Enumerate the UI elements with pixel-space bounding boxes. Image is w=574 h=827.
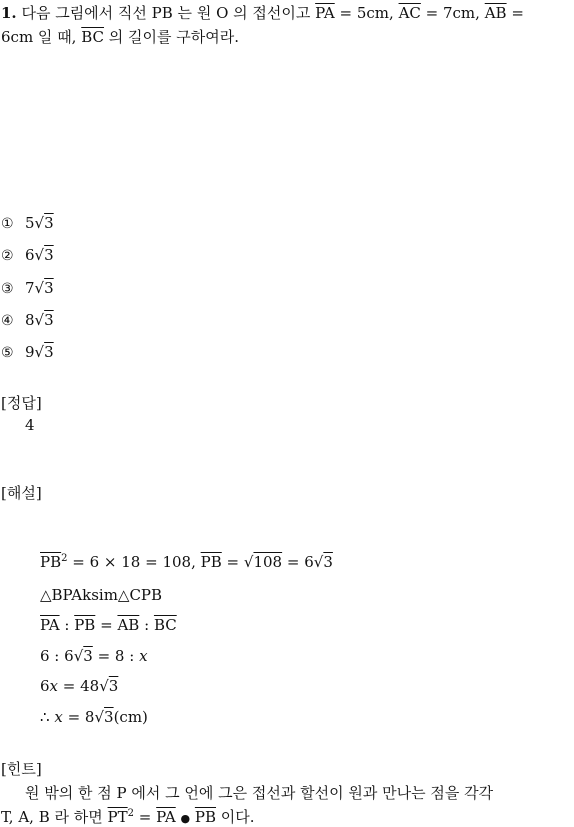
exponent: 2 (61, 553, 68, 564)
option-coef: 5 (25, 214, 35, 232)
option-radicand: 3 (44, 343, 54, 361)
option-radicand: 3 (44, 279, 54, 297)
sqrt-icon: √ (99, 677, 109, 695)
option-number: ① (1, 216, 14, 232)
sqrt-icon: √ (94, 708, 105, 726)
radicand: 3 (104, 708, 114, 726)
bullet-icon: ● (180, 812, 191, 825)
equals: = (100, 616, 113, 634)
option-number: ② (1, 248, 14, 264)
option-number: ⑤ (1, 345, 14, 361)
option-4[interactable] (1, 311, 54, 329)
sqrt-icon: √ (34, 246, 45, 264)
equation-text: = 6 × 18 = 108, (72, 553, 196, 571)
solution-line-2: △BPAksim△CPB (40, 586, 163, 604)
equation-text: = 8 : (97, 647, 135, 665)
question-text: 의 길이를 구하여라. (108, 28, 240, 46)
answer-value: 4 (25, 416, 35, 434)
option-coef: 9 (25, 343, 35, 361)
answer-label: [정답] (1, 394, 42, 412)
hint-line-2 (1, 806, 255, 827)
exponent: 2 (127, 808, 135, 819)
segment-pb: $\overline{PB}$ (74, 616, 96, 634)
hint-text: T, A, B 라 하면 (1, 808, 103, 826)
equals: = (138, 808, 152, 826)
equation-text: 6 (40, 677, 50, 695)
therefore-symbol: ∴ (40, 708, 50, 726)
segment-ac: $\overline{AC}$ (398, 4, 421, 22)
equation-text: = 8 (67, 708, 95, 726)
segment-pt: $\overline{PT}$ (107, 808, 128, 826)
solution-line-6 (40, 708, 148, 726)
radicand: 3 (323, 553, 333, 571)
variable-x: x (139, 647, 148, 665)
sqrt-icon: √ (34, 343, 45, 361)
option-radicand: 3 (44, 214, 54, 232)
question-line-1 (1, 2, 524, 23)
sqrt-icon: √ (34, 311, 45, 329)
question-text: 6cm 일 때, (1, 28, 77, 46)
sqrt-icon: √ (34, 214, 45, 232)
colon: : (144, 616, 150, 634)
unit: (cm) (113, 708, 148, 726)
radicand: 108 (253, 553, 283, 571)
segment-pa: $\overline{PA}$ (156, 808, 176, 826)
radicand: 3 (108, 677, 119, 695)
solution-line-3 (40, 616, 177, 634)
option-2[interactable] (1, 246, 54, 264)
hint-line-1: 원 밖의 한 점 P 에서 그 언에 그은 접선과 할선이 원과 만나는 점을 각각 (25, 784, 494, 802)
sqrt-icon: √ (313, 553, 324, 571)
sqrt-icon: √ (73, 647, 84, 665)
solution-line-5 (40, 677, 118, 695)
option-3[interactable] (1, 279, 54, 297)
option-number: ④ (1, 313, 14, 329)
option-5[interactable] (1, 343, 54, 361)
segment-pb: $\overline{PB}$ (40, 553, 62, 571)
segment-pb: $\overline{PB}$ (194, 808, 217, 826)
equation-text: = (226, 553, 240, 571)
hint-text: 이다. (220, 808, 255, 826)
equation-text: 6 : 6 (40, 647, 74, 665)
segment-ab: $\overline{AB}$ (117, 616, 140, 634)
equation-text: = (511, 4, 524, 22)
segment-pa: $\overline{PA}$ (40, 616, 60, 634)
colon: : (64, 616, 70, 634)
solution-label: [해설] (1, 484, 42, 502)
equation-text: = 48 (62, 677, 100, 695)
option-number: ③ (1, 281, 14, 297)
option-1[interactable] (1, 214, 54, 232)
equation-text: = 5cm, (339, 4, 394, 22)
option-coef: 7 (25, 279, 35, 297)
option-coef: 6 (25, 246, 35, 264)
question-text: 다음 그림에서 직선 PB 는 원 O 의 접선이고 (21, 4, 311, 22)
equation-text: = 7cm, (425, 4, 480, 22)
radicand: 3 (83, 647, 93, 665)
segment-pa: $\overline{PA}$ (315, 4, 335, 22)
variable-x: x (54, 708, 63, 726)
solution-line-4 (40, 647, 148, 665)
sqrt-icon: √ (243, 553, 254, 571)
option-coef: 8 (25, 311, 35, 329)
sqrt-icon: √ (34, 279, 45, 297)
question-number: 1. (1, 4, 17, 22)
solution-line-1 (40, 553, 333, 571)
segment-bc: $\overline{BC}$ (81, 28, 105, 46)
option-radicand: 3 (44, 311, 54, 329)
option-radicand: 3 (44, 246, 54, 264)
segment-bc: $\overline{BC}$ (153, 616, 177, 634)
question-line-2 (1, 26, 239, 47)
hint-label: [힌트] (1, 760, 42, 778)
segment-ab: $\overline{AB}$ (484, 4, 507, 22)
equation-text: = 6 (286, 553, 314, 571)
segment-pb: $\overline{PB}$ (200, 553, 222, 571)
variable-x: x (49, 677, 59, 695)
